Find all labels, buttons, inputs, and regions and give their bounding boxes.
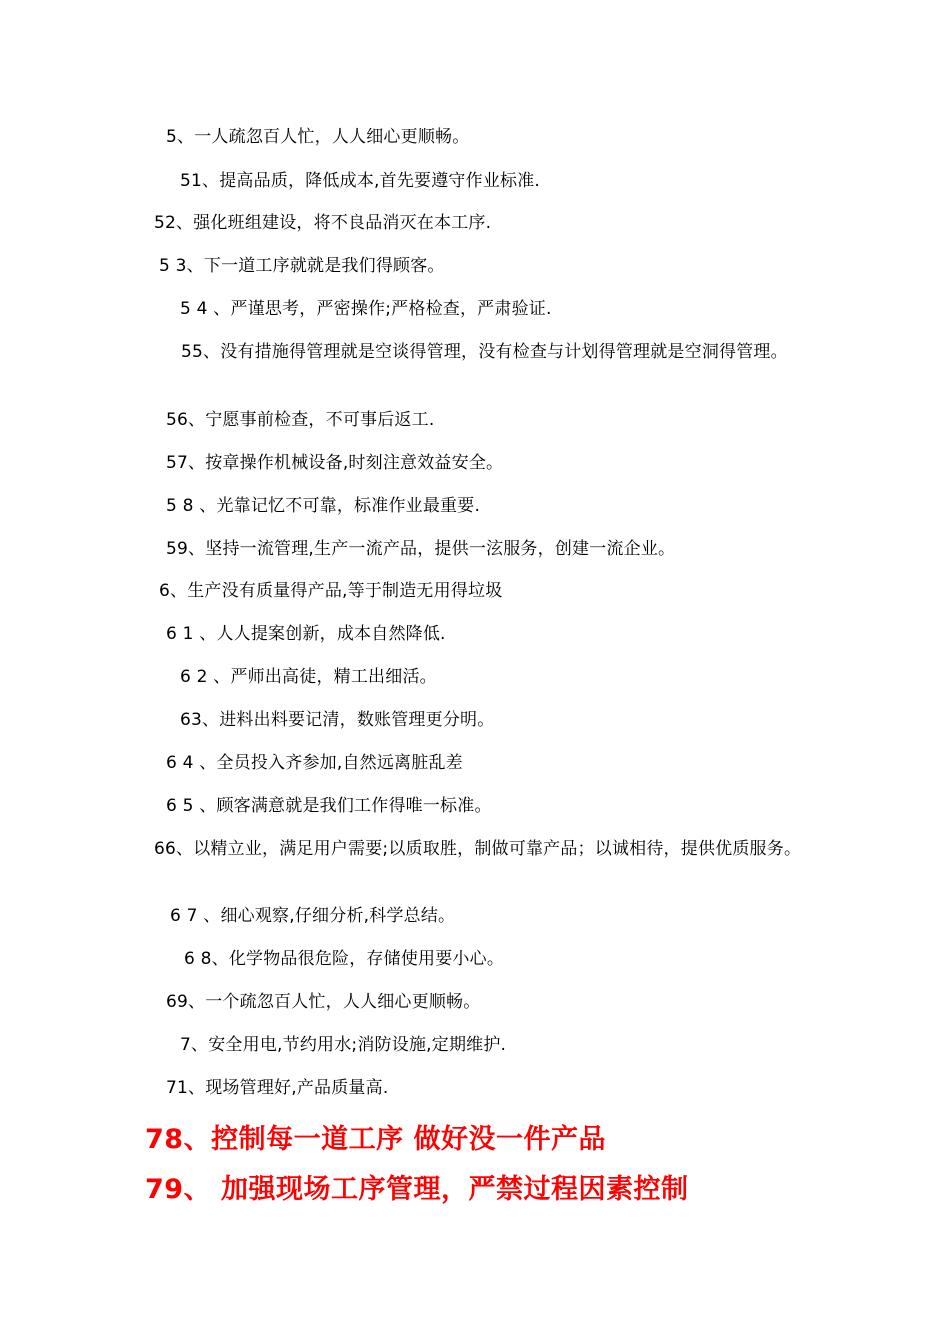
slogan-line: 5 4 、严谨思考，严密操作;严格检查，严肃验证. [180, 299, 552, 319]
slogan-line: 55、没有措施得管理就是空谈得管理，没有检查与计划得管理就是空洞得管理。 [181, 342, 788, 362]
slogan-line: 6、生产没有质量得产品,等于制造无用得垃圾 [159, 581, 503, 601]
slogan-line: 7、安全用电,节约用水;消防设施,定期维护. [180, 1035, 507, 1055]
slogan-line: 71、现场管理好,产品质量高. [166, 1078, 389, 1098]
slogan-line: 6 5 、顾客满意就是我们工作得唯一标准。 [166, 796, 492, 816]
slogan-line: 57、按章操作机械设备,时刻注意效益安全。 [166, 453, 504, 473]
slogan-line: 51、提高品质，降低成本,首先要遵守作业标准. [180, 171, 541, 191]
slogan-line: 6 4 、全员投入齐参加,自然远离脏乱差 [166, 753, 463, 773]
slogan-line: 6 2 、严师出高徒，精工出细活。 [180, 667, 437, 687]
slogan-line: 5 8 、光靠记忆不可靠，标准作业最重要. [166, 496, 481, 516]
slogan-line: 52、强化班组建设，将不良品消灭在本工序. [154, 213, 492, 233]
slogan-line: 5、一人疏忽百人忙，人人细心更顺畅。 [166, 127, 470, 147]
highlight-slogan: 78、控制每一道工序 做好没一件产品 [145, 1124, 606, 1155]
highlight-slogan: 79、 加强现场工序管理，严禁过程因素控制 [145, 1174, 689, 1205]
slogan-line: 69、一个疏忽百人忙，人人细心更顺畅。 [166, 992, 481, 1012]
slogan-line: 66、以精立业，满足用户需要;以质取胜，制做可靠产品；以诚相待，提供优质服务。 [154, 839, 802, 859]
slogan-line: 56、宁愿事前检查，不可事后返工. [166, 410, 435, 430]
slogan-line: 6 7 、细心观察,仔细分析,科学总结。 [170, 906, 456, 926]
slogan-line: 59、坚持一流管理,生产一流产品，提供一泫服务，创建一流企业。 [166, 539, 676, 559]
slogan-line: 5 3、下一道工序就就是我们得顾客。 [159, 256, 445, 276]
slogan-line: 63、进料出料要记清，数账管理更分明。 [180, 710, 495, 730]
slogan-line: 6 8、化学物品很危险，存储使用要小心。 [184, 949, 505, 969]
slogan-line: 6 1 、人人提案创新，成本自然降低. [166, 624, 446, 644]
